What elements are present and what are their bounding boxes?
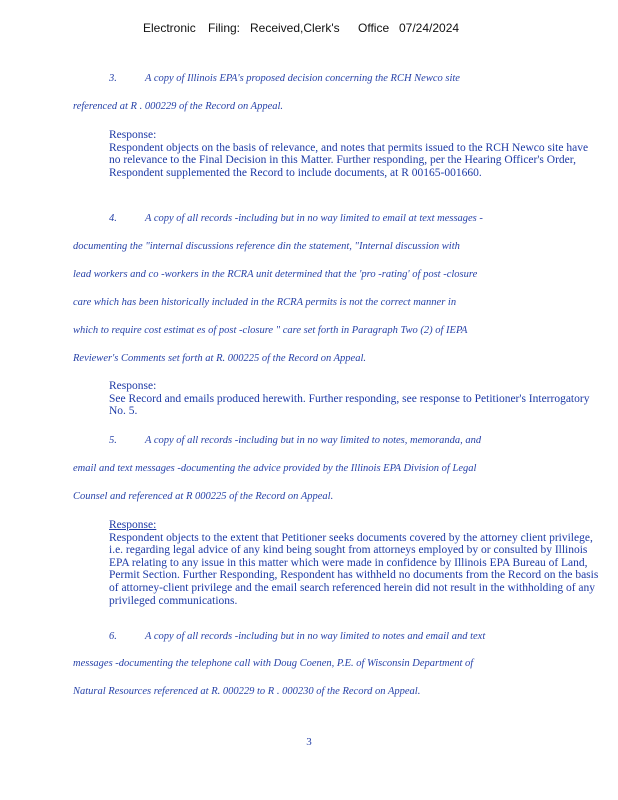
header-word-filing: Filing: bbox=[208, 21, 241, 35]
request-5-line-2: email and text messages -documenting the advice provided by the Illinois EPA Division of Legal bbox=[73, 463, 477, 474]
request-text: A copy of all records -including but in no way limited to email at text messages - bbox=[145, 213, 483, 224]
request-number: 3. bbox=[109, 73, 117, 84]
request-3-line-2: referenced at R . 000229 of the Record on Appeal. bbox=[73, 101, 284, 112]
request-4-line-2: documenting the "internal discussions reference din the statement, "Internal discussion with bbox=[73, 241, 460, 252]
request-4-line-5: which to require cost estimat es of post -closure " care set forth in Paragraph Two (2) of IEPA bbox=[73, 325, 468, 336]
response-5 bbox=[73, 519, 601, 607]
request-5-line-3: Counsel and referenced at R 000225 of the Record on Appeal. bbox=[73, 491, 334, 502]
request-number: 4. bbox=[109, 213, 117, 224]
response-text: Respondent objects on the basis of relevance, and notes that permits issued to the RCH Newco site have no relevance to the Final Decision in this Matter. Further responding, per the Hearing Officer's Order, Respondent supplemented the Record to include documents, at R 00165-001660. bbox=[109, 141, 589, 179]
response-3 bbox=[73, 129, 601, 179]
request-6-line-3: Natural Resources referenced at R. 000229 to R . 000230 of the Record on Appeal. bbox=[73, 686, 421, 697]
header-word-office: Office bbox=[358, 21, 390, 35]
response-label: Response: bbox=[109, 129, 157, 141]
request-number: 6. bbox=[109, 631, 117, 642]
request-text: A copy of all records -including but in no way limited to notes and email and text bbox=[145, 631, 486, 642]
response-label: Response: bbox=[109, 519, 157, 531]
request-number: 5. bbox=[109, 435, 117, 446]
response-text: See Record and emails produced herewith. Further responding, see response to Petitioner's Interrogatory No. 5. bbox=[109, 392, 590, 418]
response-label: Response: bbox=[109, 380, 157, 392]
request-4-line-6: Reviewer's Comments set forth at R. 000225 of the Record on Appeal. bbox=[73, 353, 366, 364]
page-number: 3 bbox=[306, 736, 312, 748]
request-text: A copy of all records -including but in no way limited to notes, memoranda, and bbox=[145, 435, 482, 446]
request-text: A copy of Illinois EPA's proposed decision concerning the RCH Newco site bbox=[145, 73, 460, 84]
request-4-line-3: lead workers and co -workers in the RCRA unit determined that the 'pro -rating' of post -closure bbox=[73, 269, 478, 280]
response-4 bbox=[73, 380, 601, 418]
header-date: 07/24/2024 bbox=[399, 21, 460, 35]
request-6-line-2: messages -documenting the telephone call with Doug Coenen, P.E. of Wisconsin Department of bbox=[73, 658, 474, 669]
header-word-received: Received,Clerk's bbox=[250, 21, 340, 35]
header-word-electronic: Electronic bbox=[143, 21, 196, 35]
response-text: Respondent objects to the extent that Petitioner seeks documents covered by the attorney client privilege, i.e. regarding legal advice of any kind being sought from attorneys employed by or consulted by Illinois EPA relating to any issue in this matter which were made in confidence by Illinois EPA Bureau of Land, Permit Section. Further Responding, Respondent has withheld no documents from the Record on the basis of attorney-client privilege and the email search referenced herein did not result in the withholding of any privileged communications. bbox=[109, 531, 599, 607]
request-4-line-4: care which has been historically included in the RCRA permits is not the correct manner in bbox=[73, 297, 457, 308]
